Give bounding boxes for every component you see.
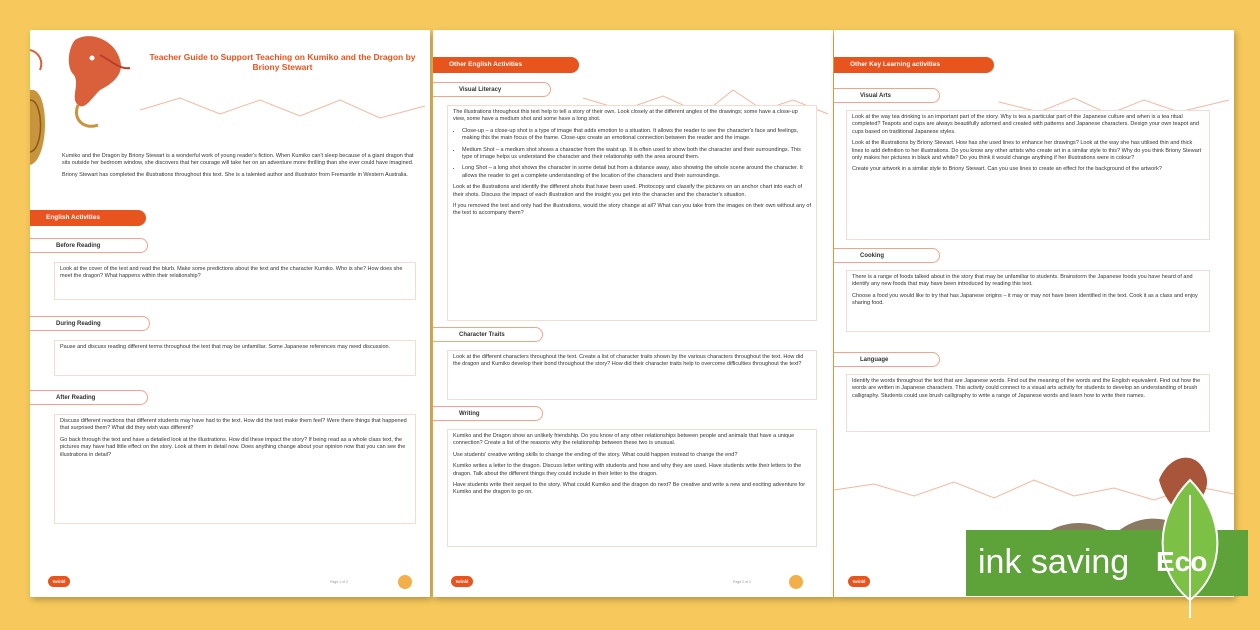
after-reading-paragraph: Discuss different reactions that different students may have had to the text. How did the text make them feel? Were there things that happened that surprised them? What did they wish was different? (60, 418, 407, 432)
heading-visual-literacy: Visual Literacy (433, 82, 551, 97)
heading-writing: Writing (433, 406, 543, 421)
before-reading-text: Look at the cover of the text and read the blurb. Make some predictions about the text and the character Kumiko. Who is she? How does she meet the dragon? What happens within their relationship? (60, 266, 403, 280)
shot-types-list (453, 128, 811, 180)
during-reading-text: Pause and discuss reading different terms throughout the text that may be unfamiliar. Some Japanese references may need discussion. (60, 344, 391, 350)
during-reading-box (54, 340, 416, 376)
twinkl-logo: twinkl (48, 576, 70, 587)
heading-visual-arts: Visual Arts (834, 88, 940, 103)
character-traits-box (447, 350, 817, 400)
footer-page-number: Page 1 of 2 (330, 580, 348, 584)
cooking-box (846, 270, 1210, 332)
footer-badge-icon (789, 575, 803, 589)
visual-arts-box (846, 110, 1210, 240)
cooking-paragraph: Choose a food you would like to try that has Japanese origins – it may or may not have been identified in the text. Cook it as a class and enjoy sharing food. (852, 292, 1198, 307)
twinkl-logo: twinkl (848, 576, 870, 587)
dragon-illustration-icon (30, 30, 140, 170)
intro-paragraph: Kumiko and the Dragon by Briony Stewart is a wonderful work of young reader's fiction. When Kumiko can't sleep because of a giant dragon that sits outside her bedroom window, she discovers that her courage will take her on an adventure more thrilling than she ever could have imagined. (62, 153, 414, 167)
before-reading-box (54, 262, 416, 300)
page-1 (30, 30, 430, 597)
heading-before-reading: Before Reading (30, 238, 148, 253)
section-tab-english-activities: English Activities (30, 210, 146, 226)
heading-character-traits: Character Traits (433, 327, 543, 342)
visual-arts-paragraph: Create your artwork in a similar style to Briony Stewart. Can you use lines to create an effect for the background of the artwork? (852, 166, 1162, 173)
heading-during-reading: During Reading (30, 316, 150, 331)
footer-page-number: Page 2 of 2 (733, 580, 751, 584)
language-box (846, 374, 1210, 432)
visual-literacy-paragraph: If you removed the text and only had the illustrations, would the story change at all? What can you take from the images on their own without any of the text to accompany them? (453, 203, 812, 217)
character-traits-text: Look at the different characters throughout the text. Create a list of character traits shown by the various characters throughout the text. How did the dragon and Kumiko develop their bond throughout the story? How did their character traits help to overcome difficulties throughout the text? (453, 354, 804, 368)
visual-literacy-box (447, 105, 817, 321)
heading-language: Language (834, 352, 940, 367)
intro-text (30, 150, 425, 186)
page-title: Teacher Guide to Support Teaching on Kumiko and the Dragon by Briony Stewart (149, 52, 416, 72)
language-text: Identify the words throughout the text that are Japanese words. Find out the meaning of the words and the English equivalent. Find out how the words are written in Japanese characters. This activity could connect to a visual arts activity for students to develop an understanding of brush calligraphy. Students could use brush calligraphy to write a range of Japanese words and learn how to write their names. (852, 378, 1201, 399)
after-reading-paragraph: Go back through the text and have a detailed look at the illustrations. How did these impact the story? If being read as a whole class text, the pictures may have had little effect on the story. Look at them in detail now. Does anything change about your opinion now that you can see the illustrations in detail? (60, 436, 406, 458)
writing-paragraph: Kumiko writes a letter to the dragon. Discuss letter writing with students and how and why they are used. Have students write their letters to the dragon. Talk about the different things they could include in their letter to the dragon. (453, 463, 802, 477)
visual-arts-paragraph: Look at the way tea drinking is an important part of the story. Why is tea a particular part of the Japanese culture and when is a tea ritual completed? Teapots and cups are always beautifully adorned and created with patterns and Japanese characters. Design your own teapot and cups based on traditional Japanese styles. (852, 114, 1199, 135)
footer-badge-icon (398, 575, 412, 589)
page-2 (433, 30, 833, 597)
section-tab-other-key-learning: Other Key Learning activities (834, 57, 994, 73)
writing-box (447, 429, 817, 547)
cooking-paragraph: There is a range of foods talked about in the story that may be unfamiliar to students. Brainstorm the Japanese foods you have heard of and identify any new foods that may have been introduced by reading this text. (852, 274, 1193, 288)
twinkl-logo: twinkl (451, 576, 473, 587)
heading-cooking: Cooking (834, 248, 940, 263)
ink-saving-label: ink saving (978, 543, 1130, 581)
visual-arts-paragraph: Look at the illustrations by Briony Stewart. How has she used lines to enhance her drawings? Look at the way she has utilised thin and thick lines to add definition to her illustrations. Do you know any other artists who create art in a similar style to this? Why do you think Briony Stewart only makes her pictures in black and white? Do you think it would change anything if her illustrations were in colour? (852, 140, 1202, 162)
list-item: • Long Shot – a long shot shows the character in some detail but from a distance away, also showing the whole scene around the character. It allows the reader to get a complete understanding of the location of the characters and their surroundings. (462, 165, 811, 180)
writing-paragraph: Kumiko and the Dragon show an unlikely friendship. Do you know of any other relationships between people and animals that have a unique connection? Create a list of the reasons why the relationship between these two is unusual. (453, 433, 795, 447)
after-reading-box (54, 414, 416, 524)
visual-literacy-paragraph: Look at the illustrations and identify the different shots that have been used. Photocopy and classify the pictures on an anchor chart into each of their shots. Discuss the impact of each illustration and the insight you get into the character and the character's situation. (453, 184, 803, 198)
writing-paragraph: Have students write their sequel to the story. What could Kumiko and the dragon do next? Be creative and write a new and exciting adventure for Kumiko and the dragon to go on. (453, 482, 806, 496)
list-item: • Medium Shot – a medium shot shows a character from the waist up. It is often used to show both the character and their surroundings. This type of image helps us understand the character and their relationship with the area around them. (462, 147, 811, 162)
writing-paragraph: Use students' creative writing skills to change the ending of the story. What could happen instead to change the end? (453, 451, 738, 458)
list-item: • Close-up – a close-up shot is a type of image that adds emotion to a situation. It allows the reader to see the character's face and feelings, making this the main focus of the frame. Close-ups create an emotional connection between the reader and the image. (462, 128, 811, 143)
section-tab-other-english: Other English Activities (433, 57, 579, 73)
heading-after-reading: After Reading (30, 390, 148, 405)
intro-paragraph: Briony Stewart has completed the illustrations throughout this text. She is a talented author and illustrator from Fremantle in Western Australia. (62, 171, 408, 178)
visual-literacy-intro: The illustrations throughout this text help to tell a story of their own. Look closely at the different angles of the drawings; some have a close-up view, some have a medium shot and some have a long shot. (453, 109, 798, 123)
eco-label: Eco (1156, 546, 1208, 577)
